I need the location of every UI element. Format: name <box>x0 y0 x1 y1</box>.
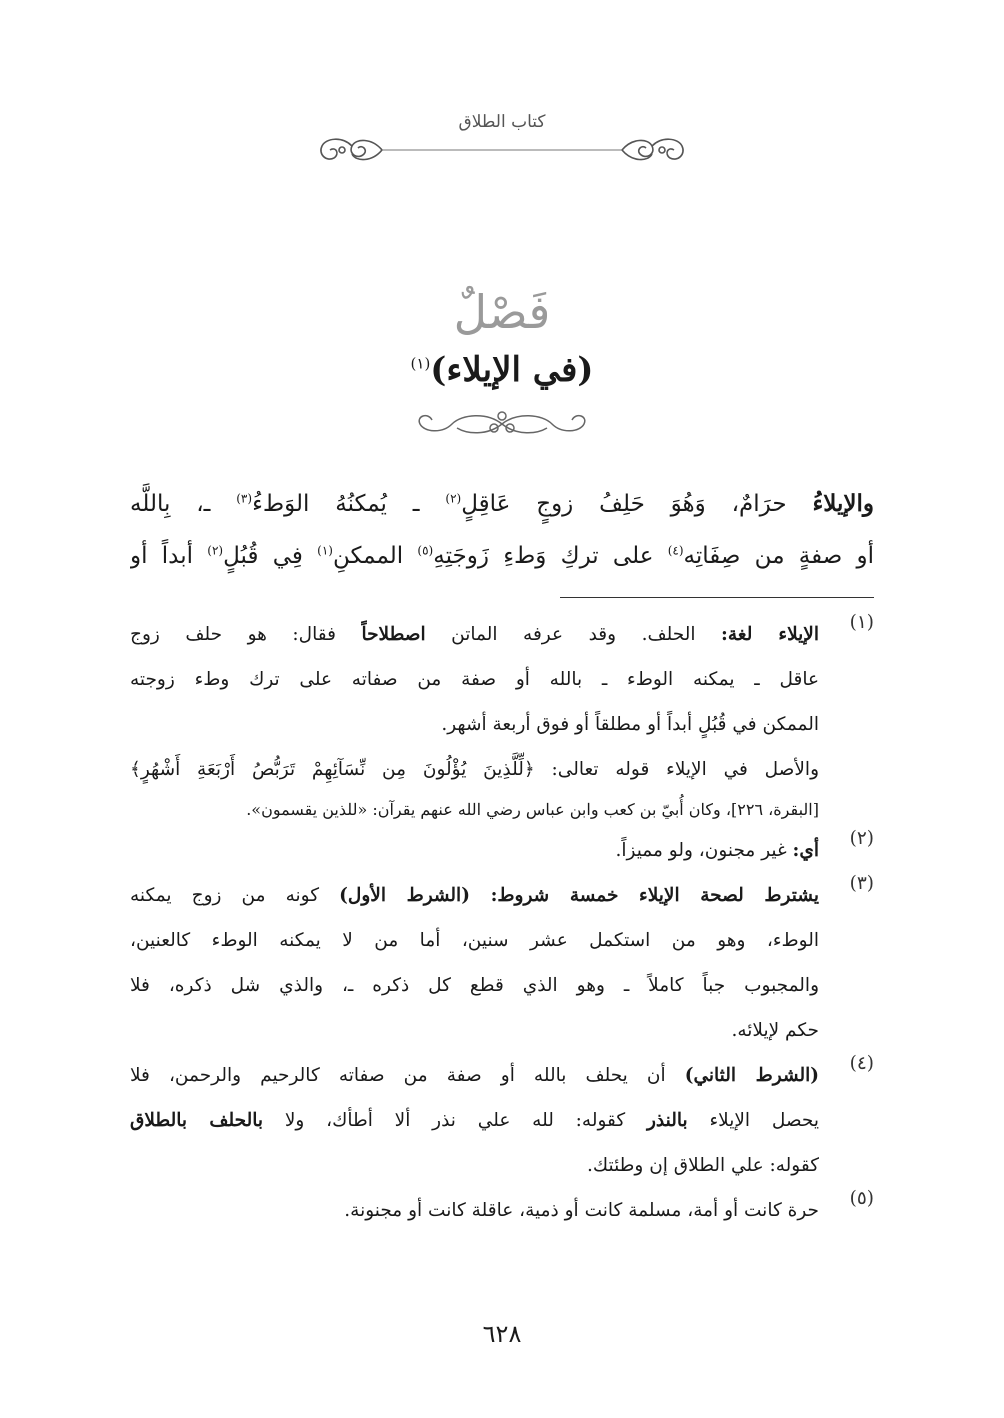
footnote-text: الحلف. وقد عرفه الماتن <box>425 624 722 645</box>
footnote-line <box>130 1053 819 1098</box>
section-subtitle-text: (في الإيلاء) <box>430 350 594 390</box>
footnote-line: حرة كانت أو أمة، مسلمة كانت أو ذمية، عاقلة كانت أو مجنونة. <box>344 1200 819 1221</box>
footnote-term: (الشرط الثاني) <box>684 1065 819 1086</box>
footnote-line: حكم لإيلائه. <box>731 1020 819 1041</box>
section-ornament <box>412 404 592 444</box>
footnote-line <box>130 612 819 657</box>
main-text-run: أو صفةٍ من صِفَاتِه <box>683 543 874 569</box>
footnote-term: أي: <box>792 840 819 861</box>
footnote-4 <box>130 1053 874 1188</box>
footnote-line: الممكن في قُبُلٍ أبداً أو مطلقاً أو فوق أربعة أشهر. <box>441 714 819 735</box>
footnote-term: يشترط لصحة الإيلاء خمسة شروط: (الشرط الأول) <box>339 885 819 906</box>
footnote-line: والأصل في الإيلاء قوله تعالى: ﴿لِّلَّذِينَ يُؤْلُونَ مِن نِّسَآئِهِمْ تَرَبُّصُ أَرْبَعَةِ أَشْهُرٍ﴾ <box>130 759 819 780</box>
footnote-line: [البقرة، ٢٢٦]، وكان أُبيّ بن كعب وابن عباس رضي الله عنهم يقرآن: «للذين يقسمون». <box>246 800 819 819</box>
section-subtitle <box>0 350 1004 390</box>
footnote-text: كقوله: لله علي نذر ألا أطأك، ولا <box>263 1110 647 1131</box>
footnote-line: كقوله: علي الطلاق إن وطئتك. <box>587 1155 819 1176</box>
main-text-run: أبداً أو <box>130 543 208 569</box>
main-line-2 <box>130 530 874 582</box>
main-line-1 <box>130 478 874 530</box>
footnote-text: أن يحلف بالله أو صفة من صفاته كالرحيم والرحمن، فلا <box>130 1065 685 1086</box>
footnote-ref: (٥) <box>417 543 434 558</box>
footnote-text: كونه من زوج يمكنه <box>130 885 340 906</box>
footnote-line <box>130 873 819 918</box>
footnote-2 <box>130 828 874 873</box>
footnote-line <box>130 1098 819 1143</box>
footnote-1 <box>130 612 874 828</box>
footnote-ref: (٢) <box>207 543 224 558</box>
footnote-number: (٤) <box>849 1053 874 1074</box>
running-header: كتاب الطلاق <box>458 112 546 132</box>
footnote-number: (١) <box>849 612 874 633</box>
footnote-text: يحصل الإيلاء <box>687 1110 819 1131</box>
footnote-term: بالنذر <box>647 1110 688 1131</box>
main-text-run: فِي قُبُلٍ <box>223 543 318 569</box>
footnotes <box>130 612 874 1233</box>
footnote-3 <box>130 873 874 1053</box>
footnote-line: الوطء، وهو من استكمل عشر سنين، أما من لا يمكنه الوطء كالعنين، <box>130 930 819 951</box>
footnote-text: غير مجنون، ولو مميزاً. <box>615 840 793 861</box>
main-text-run: ـ يُمكنُهُ الوَطءُ <box>252 491 446 517</box>
footnote-term: اصطلاحاً <box>361 624 426 645</box>
footnote-ref: (٤) <box>667 543 684 558</box>
footnote-text: فقال: هو حلف زوج <box>130 624 362 645</box>
header-ornament <box>312 132 692 168</box>
section-subtitle-note-ref: (١) <box>410 354 431 373</box>
footnote-divider <box>560 597 874 598</box>
footnote-ref: (١) <box>317 543 333 558</box>
footnote-term: بالحلف بالطلاق <box>130 1110 264 1131</box>
main-text-run: على تركِ وَطءِ زَوجَتِهِ <box>433 543 668 569</box>
footnote-number: (٣) <box>849 873 874 894</box>
footnote-ref: (٣) <box>236 491 253 506</box>
main-text-run: ـ، بِاللَّه <box>130 491 237 517</box>
main-text-run: الممكنِ <box>332 543 418 569</box>
main-text <box>130 478 874 582</box>
footnote-line: والمجبوب جباً كاملاً ـ وهو الذي قطع كل ذكره ـ، والذي شل ذكره، فلا <box>130 975 819 996</box>
footnote-line <box>130 828 819 873</box>
page-number: ٦٢٨ <box>482 1320 522 1348</box>
footnote-number: (٥) <box>849 1188 874 1209</box>
main-text-run: حرَامٌ، وَهُوَ حَلِفُ زوجٍ عَاقِلٍ <box>461 491 813 517</box>
footnote-5 <box>130 1188 874 1233</box>
footnote-line: عاقل ـ يمكنه الوطء ـ بالله أو صفة من صفاته على ترك وطء زوجته <box>130 669 819 690</box>
section-title: فَصْلٌ <box>453 285 551 339</box>
main-term: والإيلاءُ <box>812 490 874 517</box>
footnote-number: (٢) <box>849 828 874 849</box>
footnote-ref: (٢) <box>445 491 462 506</box>
footnote-term: الإيلاء لغة: <box>721 624 819 645</box>
